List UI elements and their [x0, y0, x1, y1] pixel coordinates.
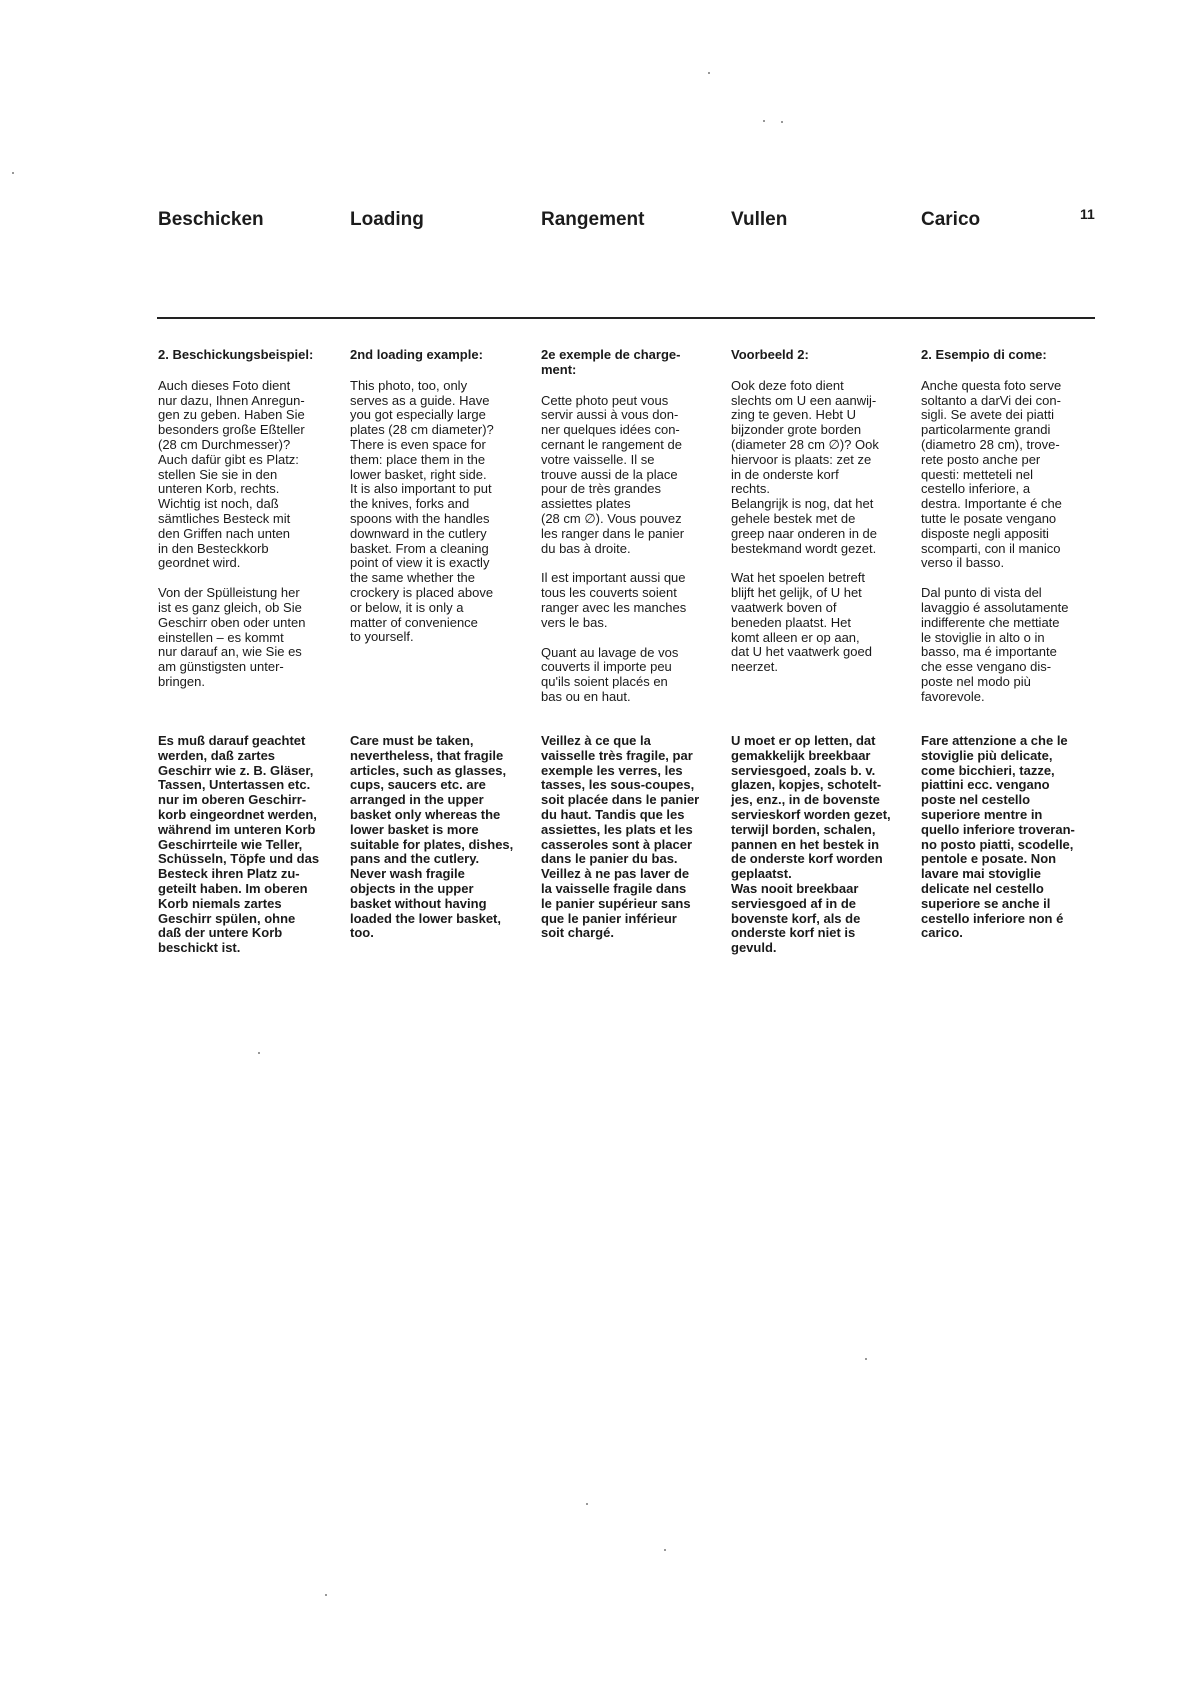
subheading: 2e exemple de charge- ment: [541, 347, 681, 377]
scan-speck [586, 1503, 588, 1505]
paragraph: Il est important aussi que tous les couverts soient ranger avec les manches vers le bas. [541, 570, 687, 630]
column-french [541, 348, 723, 720]
subheading: 2. Esempio di come: [921, 347, 1047, 362]
paragraph: Quant au lavage de vos couverts il importe peu qu'ils soient placés en bas ou en haut. [541, 644, 679, 704]
paragraph: Auch dieses Foto dient nur dazu, Ihnen Anregun- gen zu geben. Haben Sie besonders große Eßteller (28 cm Durchmesser)? Auch dafür gibt es Platz: stellen Sie sie in den unteren Korb, rechts. Wichtig ist noch, daß sämtliches Besteck mit den Griffen nach unten in den Besteckkorb geordnet wird. [158, 377, 305, 571]
page-number: 11 [1080, 206, 1095, 222]
scan-speck [12, 172, 14, 174]
column-english [350, 348, 532, 660]
scan-speck [258, 1052, 260, 1054]
column-german [158, 348, 340, 705]
warning-german [158, 734, 340, 956]
paragraph: Anche questa foto serve soltanto a darVi dei con- sigli. Se avete dei piatti particolarmente grandi (diametro 28 cm), trove- rete posto anche per questi: metteteli nel cestello inferiore, a destra. Importante é che tutte le posate vengano disposte negli appositi scomparti, con il manico verso il basso. [921, 377, 1062, 571]
warning-italian [921, 734, 1103, 941]
column-headings [0, 209, 1191, 239]
column-dutch [731, 348, 913, 690]
warning-text: U moet er op letten, dat gemakkelijk breekbaar serviesgoed, zoals b. v. glazen, kopjes, schotelt- jes, enz., in de bovenste servieskorf worden gezet, terwijl borden, schalen, pannen en het bestek in de onderste korf worden geplaatst. Was nooit breekbaar serviesgoed af in de bovenste korf, als de onderste korf niet is gevuld. [731, 733, 891, 956]
warning-text: Care must be taken, nevertheless, that fragile articles, such as glasses, cups, saucers etc. are arranged in the upper basket only whereas the lower basket is more suitable for plates, dishes, pans and the cutlery. Never wash fragile objects in the upper basket without having loaded the lower basket, too. [350, 733, 514, 941]
subheading: 2. Beschickungsbeispiel: [158, 347, 314, 362]
heading-dutch: Vullen [731, 209, 788, 230]
warning-text: Fare attenzione a che le stoviglie più delicate, come bicchieri, tazze, piattini ecc. vengano poste nel cestello superiore mentre in quello inferiore troveran- no posto piatti, scodelle, pentole e posate. Non lavare mai stoviglie delicate nel cestello superiore se anche il cestello inferiore non é carico. [921, 733, 1075, 941]
scan-speck [763, 120, 765, 122]
scan-speck [325, 1594, 327, 1596]
scan-speck [664, 1549, 666, 1551]
heading-german: Beschicken [158, 209, 264, 230]
paragraph: Wat het spoelen betreft blijft het gelijk, of U het vaatwerk boven of beneden plaatst. Het komt alleen er op aan, dat U het vaatwerk goed neerzet. [731, 570, 872, 675]
scan-speck [781, 121, 783, 123]
heading-french: Rangement [541, 209, 645, 230]
paragraph: Dal punto di vista del lavaggio é assolutamente indifferente che mettiate le stoviglie in alto o in basso, ma é importante che esse vengano dis- poste nel modo più favorevole. [921, 585, 1069, 704]
paragraph: Von der Spülleistung her ist es ganz gleich, ob Sie Geschirr oben oder unten einstellen – es kommt nur darauf an, wie Sie es am günstigsten unter- bringen. [158, 585, 306, 689]
subheading: 2nd loading example: [350, 347, 483, 362]
warning-text: Veillez à ce que la vaisselle très fragile, par exemple les verres, les tasses, les sous-coupes, soit placée dans le panier du haut. Tandis que les assiettes, les plats et les casseroles sont à placer dans le panier du bas. Veillez à ne pas laver de la vaisselle fragile dans le panier supérieur sans que le panier inférieur soit chargé. [541, 733, 700, 941]
paragraph: Cette photo peut vous servir aussi à vous don- ner quelques idées con- cernant le rangement de votre vaisselle. Il se trouve aussi de la place pour de très grandes assiettes plates (28 cm ∅). Vous pouvez les ranger dans le panier du bas à droite. [541, 392, 685, 556]
header-divider [157, 317, 1095, 319]
warning-french [541, 734, 723, 941]
warning-text: Es muß darauf geachtet werden, daß zartes Geschirr wie z. B. Gläser, Tassen, Untertassen etc. nur im oberen Geschirr- korb eingeordnet werden, während im unteren Korb Geschirrteile wie Teller, Schüsseln, Töpfe und das Besteck ihren Platz zu- geteilt haben. Im oberen Korb niemals zartes Geschirr spülen, ohne daß der untere Korb beschickt ist. [158, 733, 320, 956]
subheading: Voorbeeld 2: [731, 347, 809, 362]
scan-speck [865, 1358, 867, 1360]
paragraph: Ook deze foto dient slechts om U een aanwij- zing te geven. Hebt U bijzonder grote borden (diameter 28 cm ∅)? Ook hiervoor is plaats: zet ze in de onderste korf rechts. Belangrijk is nog, dat het gehele bestek met de greep naar onderen in de bestekmand wordt gezet. [731, 377, 879, 556]
heading-italian: Carico [921, 209, 981, 230]
warning-english [350, 734, 532, 941]
warning-dutch [731, 734, 913, 956]
column-italian [921, 348, 1103, 720]
heading-english: Loading [350, 209, 424, 230]
paragraph: This photo, too, only serves as a guide. Have you got especially large plates (28 cm diameter)? There is even space for them: place them in the lower basket, right side. It is also important to put the knives, forks and spoons with the handles downward in the cutlery basket. From a cleaning point of view it is exactly the same whether the crockery is placed above or below, it is only a matter of convenience to yourself. [350, 377, 494, 645]
scan-speck [708, 72, 710, 74]
